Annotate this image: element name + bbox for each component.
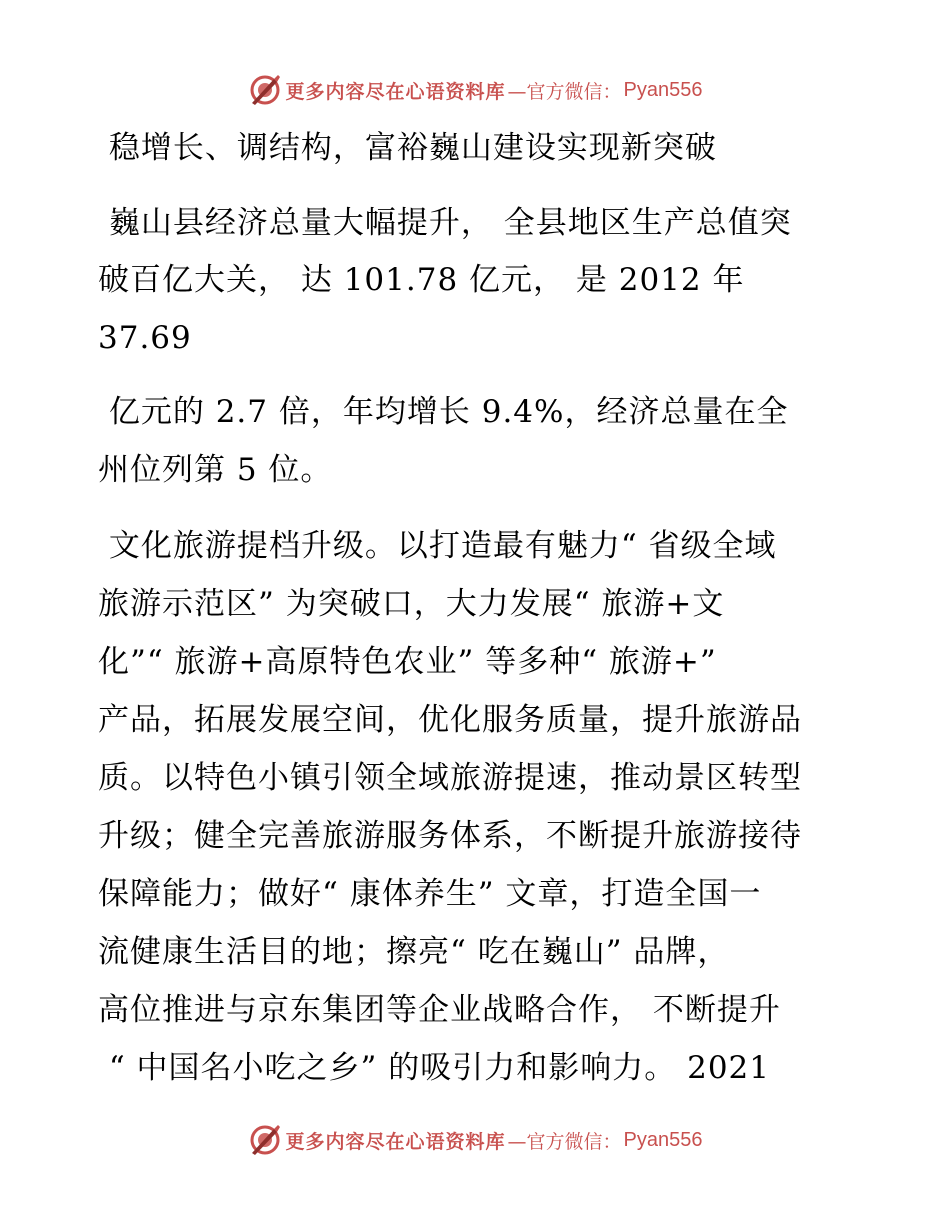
body-line: 高位推进与京东集团等企业战略合作， 不断提升 bbox=[98, 992, 781, 1028]
banner-brand-text: 更多内容尽在心语资料库 bbox=[285, 80, 506, 103]
banner-official-text: —官方微信： bbox=[507, 80, 622, 103]
body-line: 破百亿大关， 达 101.78 亿元， 是 2012 年 bbox=[98, 262, 745, 298]
body-line: 文化旅游提档升级。以打造最有魅力“ 省级全域 bbox=[98, 528, 777, 564]
body-line: 保障能力；做好“ 康体养生” 文章，打造全国一 bbox=[98, 876, 762, 912]
banner-account-text: Pyan556 bbox=[623, 1128, 703, 1151]
banner-official-text: —官方微信： bbox=[507, 1130, 622, 1153]
body-line: 化”“ 旅游+高原特色农业” 等多种“ 旅游+” bbox=[98, 644, 717, 680]
body-line: 质。以特色小镇引领全域旅游提速，推动景区转型 bbox=[98, 760, 802, 796]
body-line: 巍山县经济总量大幅提升， 全县地区生产总值突 bbox=[98, 205, 792, 241]
banner-account-text: Pyan556 bbox=[623, 78, 703, 101]
banner-brand-text: 更多内容尽在心语资料库 bbox=[285, 1130, 506, 1153]
body-line: 产品，拓展发展空间，优化服务质量，提升旅游品 bbox=[98, 702, 802, 738]
body-line: 州位列第 5 位。 bbox=[98, 452, 333, 488]
footer-banner bbox=[0, 1120, 950, 1160]
body-line: 升级；健全完善旅游服务体系，不断提升旅游接待 bbox=[98, 818, 802, 854]
body-line: 旅游示范区” 为突破口，大力发展“ 旅游+文 bbox=[98, 586, 725, 622]
body-line: 流健康生活目的地；擦亮“ 吃在巍山” 品牌， bbox=[98, 934, 730, 970]
header-banner bbox=[0, 70, 950, 110]
body-line: 亿元的 2.7 倍，年均增长 9.4%，经济总量在全 bbox=[98, 394, 789, 430]
body-line-title: 稳增长、调结构，富裕巍山建设实现新突破 bbox=[98, 130, 717, 166]
body-line: “ 中国名小吃之乡” 的吸引力和影响力。 2021 bbox=[98, 1050, 771, 1086]
pen-logo-icon bbox=[248, 73, 282, 107]
body-line: 37.69 bbox=[98, 320, 192, 356]
pen-logo-icon bbox=[248, 1123, 282, 1157]
